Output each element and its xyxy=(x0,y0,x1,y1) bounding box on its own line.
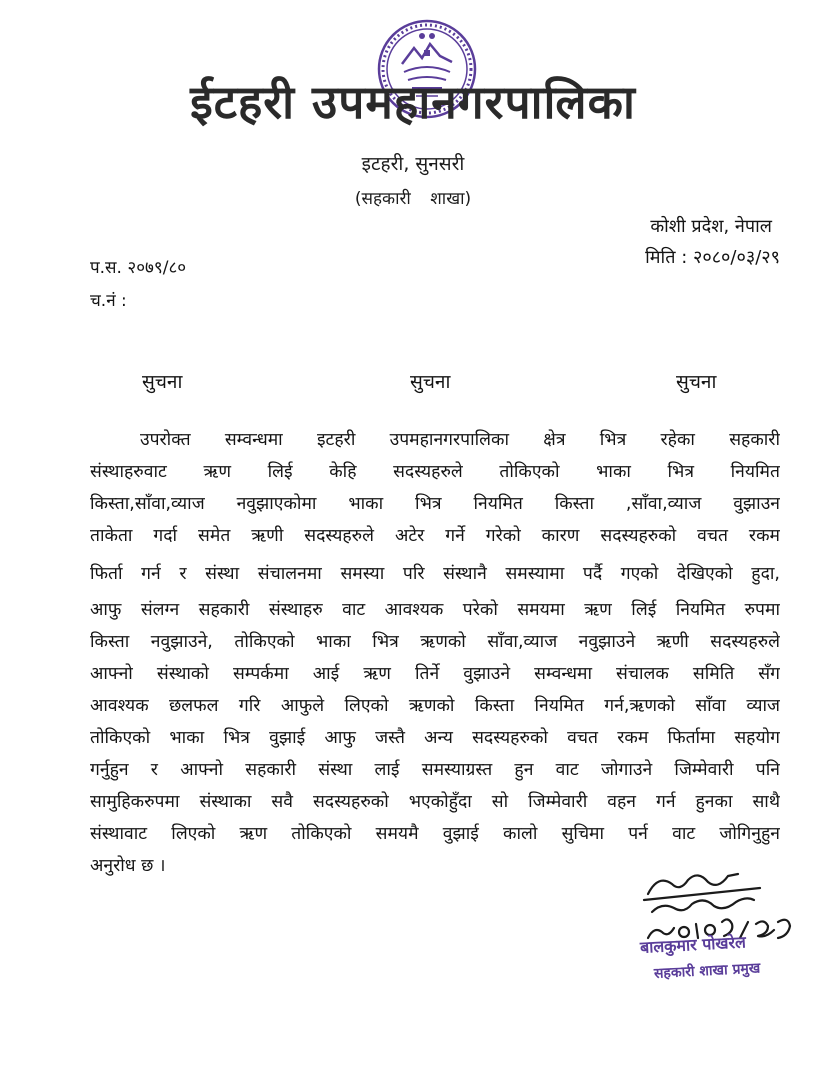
signatory-title: सहकारी शाखा प्रमुख xyxy=(653,960,761,982)
body-line: संस्थावाट लिएको ऋण तोकिएको समयमै वुझाई कालो सुचिमा पर्न वाट जोगिनुहुन xyxy=(90,824,780,844)
notice-heading: सुचना xyxy=(410,371,451,393)
body-line: उपरोक्त सम्वन्धमा इटहरी उपमहानगरपालिका क्षेत्र भित्र रहेका सहकारी xyxy=(140,430,780,450)
body-line: तोकिएको भाका भित्र वुझाई आफु जस्तै अन्य सदस्यहरुको वचत रकम फिर्तामा सहयोग xyxy=(90,728,780,748)
body-line: गर्नुहुन र आफ्नो सहकारी संस्था लाई समस्याग्रस्त हुन वाट जोगाउने जिम्मेवारी पनि xyxy=(90,760,780,780)
body-line: ताकेता गर्दा समेत ऋणी सदस्यहरुले अटेर गर्ने गरेको कारण सदस्यहरुको वचत रकम xyxy=(90,526,780,546)
body-line: किस्ता,साँवा,व्याज नवुझाएकोमा भाका भित्र नियमित किस्ता ,साँवा,व्याज वुझाउन xyxy=(90,494,780,514)
body-line: फिर्ता गर्न र संस्था संचालनमा समस्या परि संस्थानै समस्यामा पर्दै गएको देखिएको हुदा, xyxy=(90,564,780,584)
body-line: संस्थाहरुवाट ऋण लिई केहि सदस्यहरुले तोकिएको भाका भित्र नियमित xyxy=(90,462,780,482)
section-name: (सहकारी शाखा) xyxy=(354,189,472,209)
organization-name: ईटहरी उपमहानगरपालिका xyxy=(190,75,636,129)
organization-address: इटहरी, सुनसरी xyxy=(361,153,465,175)
document-date: मिति : २०८०/०३/२९ xyxy=(645,247,780,268)
notice-heading: सुचना xyxy=(676,371,717,393)
body-line: अनुरोध छ । xyxy=(90,856,166,876)
signatory-name: बालकुमार पोखरेल xyxy=(639,932,747,957)
notice-heading: सुचना xyxy=(142,371,183,393)
reference-number: प.स. २०७९/८० xyxy=(90,258,187,278)
body-line: आफु संलग्न सहकारी संस्थाहरु वाट आवश्यक परेको समयमा ऋण लिई नियमित रुपमा xyxy=(90,600,780,620)
body-line: आवश्यक छलफल गरि आफुले लिएको ऋणको किस्ता नियमित गर्न,ऋणको साँवा व्याज xyxy=(90,696,780,716)
body-line: सामुहिकरुपमा संस्थाका सवै सदस्यहरुको भएकोहुँदा सो जिम्मेवारी वहन गर्न हुनका साथै xyxy=(90,792,780,812)
dispatch-number: च.नं : xyxy=(90,291,127,311)
province-name: कोशी प्रदेश, नेपाल xyxy=(650,216,772,237)
body-line: किस्ता नवुझाउने, तोकिएको भाका भित्र ऋणको साँवा,व्याज नवुझाउने ऋणी सदस्यहरुले xyxy=(90,632,780,652)
body-line: आफ्नो संस्थाको सम्पर्कमा आई ऋण तिर्ने वुझाउने सम्वन्धमा संचालक समिति सँग xyxy=(90,664,780,684)
